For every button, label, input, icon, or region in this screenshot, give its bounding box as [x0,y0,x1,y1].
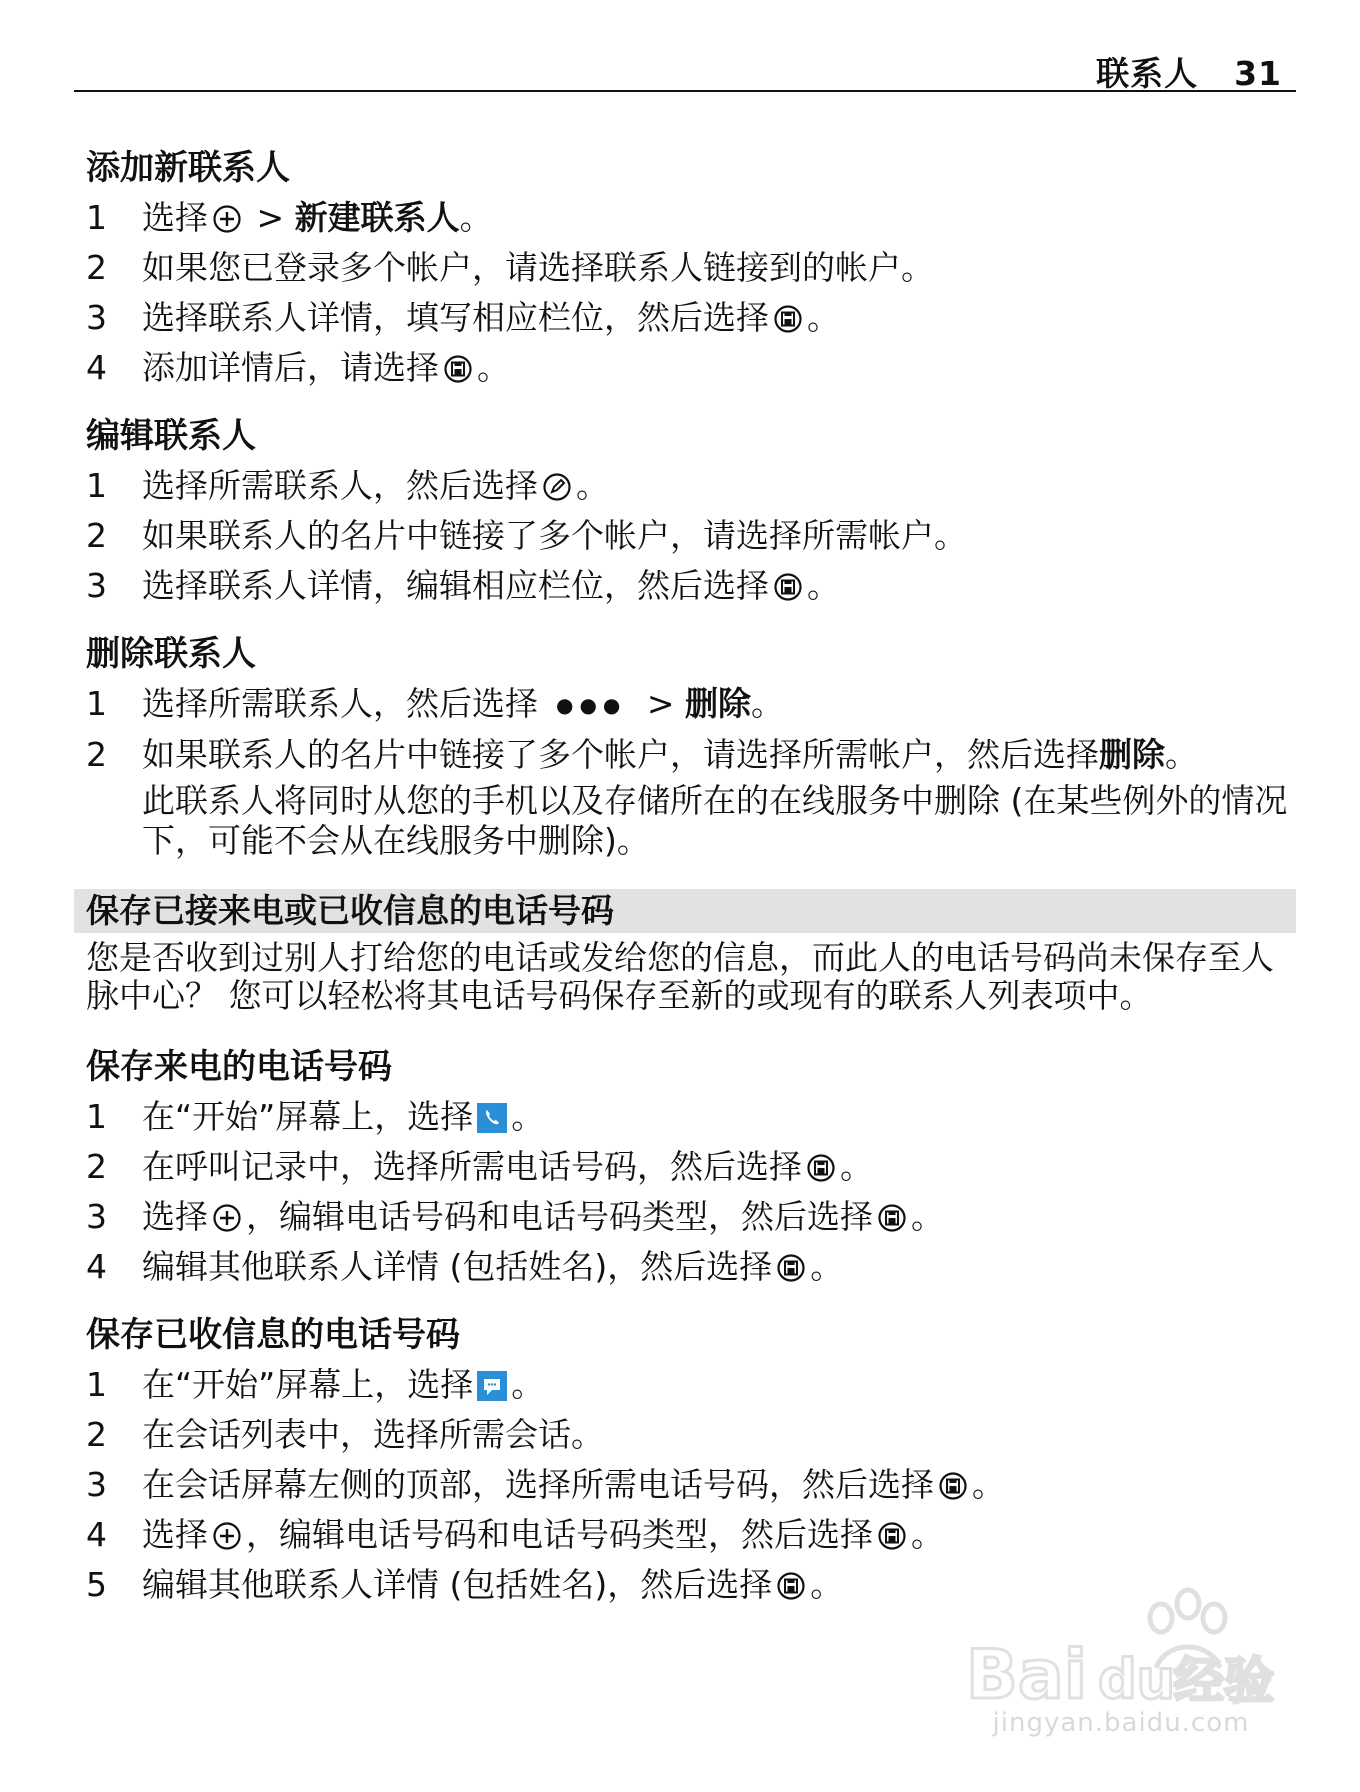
step-text: 。 [810,1247,844,1286]
running-head [1096,48,1282,95]
step-number: 1 [86,466,107,505]
step-number: 2 [86,1415,107,1454]
save-icon [443,354,473,384]
messaging-tile-icon [477,1371,507,1401]
section-delete-title: 删除联系人 [86,634,256,674]
add-icon [212,204,242,234]
step-text: 选择 [142,1197,208,1236]
more-icon: ●●● [556,693,627,717]
list-item [86,733,1296,777]
baidu-watermark [956,1580,1286,1760]
step-text: 。 [1165,735,1198,774]
delete-note: 此联系人将同时从您的手机以及存储所在的在线服务中删除 (在某些例外的情况下，可能不会从在线服务中删除)。 [142,781,1288,860]
list-item [86,346,1296,390]
svg-text:Bai: Bai [966,1636,1088,1710]
step-number: 1 [86,1097,107,1136]
menu-command: 新建联系人 [294,198,460,237]
step-number: 2 [86,248,107,287]
list-item [86,1145,1296,1189]
step-number: 4 [86,348,107,387]
step-text: 。 [751,684,784,723]
step-number: 1 [86,684,107,723]
save-icon [877,1203,907,1233]
step-text: 在“开始”屏幕上，选择 [142,1365,474,1404]
section-save-call-title: 保存来电的电话号码 [86,1047,392,1087]
section-save-intro: 您是否收到过别人打给您的电话或发给您的信息，而此人的电话号码尚未保存至人脉中心？ 您可以轻松将其电话号码保存至新的或现有的联系人列表项中。 [86,938,1274,1015]
save-icon [773,304,803,334]
step-text: 编辑其他联系人详情 (包括姓名)，然后选择 [142,1247,773,1286]
step-text: ，编辑电话号码和电话号码类型，然后选择 [246,1515,873,1554]
step-text: 选择联系人详情，填写相应栏位，然后选择 [142,298,769,337]
step-text: 选择 [142,1515,208,1554]
page-number: 31 [1234,54,1282,93]
save-icon [776,1253,806,1283]
section-save-msg-title: 保存已收信息的电话号码 [86,1315,460,1355]
list-item [86,296,1296,340]
list-item [86,1413,1296,1457]
step-text: ，编辑电话号码和电话号码类型，然后选择 [246,1197,873,1236]
step-text: 选择 [142,198,208,237]
step-number: 5 [86,1565,107,1604]
step-number: 4 [86,1247,107,1286]
add-icon [212,1203,242,1233]
step-text: 。 [911,1515,944,1554]
svg-text:du: du [1098,1648,1176,1710]
save-icon [938,1471,968,1501]
step-text: 。 [576,466,609,505]
step-text: 选择所需联系人，然后选择 [142,684,538,723]
menu-command: 删除 [685,684,751,723]
step-text: 。 [840,1147,873,1186]
step-number: 3 [86,566,107,605]
phone-tile-icon [477,1103,507,1133]
list-item [86,1095,1296,1139]
step-number: 1 [86,198,107,237]
step-text: 如果您已登录多个帐户，请选择联系人链接到的帐户。 [142,248,934,287]
step-text: > [636,684,685,723]
list-item [86,1463,1296,1507]
list-item [86,1363,1296,1407]
watermark-url: jingyan.baidu.com [992,1708,1250,1738]
step-text: 在呼叫记录中，选择所需电话号码，然后选择 [142,1147,802,1186]
step-text: 。 [807,298,840,337]
step-text: 。 [511,1365,545,1404]
page-header [74,44,1296,92]
step-text: 如果联系人的名片中链接了多个帐户，请选择所需帐户。 [142,516,967,555]
edit-icon [542,472,572,502]
add-icon [212,1521,242,1551]
baidu-logo [956,1580,1286,1710]
step-text: 如果联系人的名片中链接了多个帐户，请选择所需帐户，然后选择 [142,735,1099,774]
list-item [86,464,1296,508]
save-icon [806,1153,836,1183]
step-text: 选择所需联系人，然后选择 [142,466,538,505]
list-item [86,196,1296,240]
step-number: 2 [86,735,107,774]
step-number: 2 [86,516,107,555]
menu-command: 删除 [1099,735,1165,774]
step-text: 在会话屏幕左侧的顶部，选择所需电话号码，然后选择 [142,1465,934,1504]
step-number: 2 [86,1147,107,1186]
save-icon [773,572,803,602]
chapter-title: 联系人 [1096,54,1199,93]
step-number: 3 [86,1465,107,1504]
save-icon [776,1571,806,1601]
step-text: 添加详情后，请选择 [142,348,439,387]
step-number: 4 [86,1515,107,1554]
step-number: 3 [86,298,107,337]
step-text: 。 [810,1565,844,1604]
list-item [86,246,1296,290]
step-text: 。 [972,1465,1005,1504]
section-save-title: 保存已接来电或已收信息的电话号码 [74,889,1296,933]
list-item [86,682,1296,727]
step-text: 。 [511,1097,545,1136]
list-item [86,514,1296,558]
section-edit-title: 编辑联系人 [86,416,256,456]
list-item [86,1245,1296,1289]
step-text: 在会话列表中，选择所需会话。 [142,1415,604,1454]
step-number: 3 [86,1197,107,1236]
step-text: 。 [911,1197,944,1236]
list-item [86,564,1296,608]
step-number: 1 [86,1365,107,1404]
page-content [86,146,1296,1607]
step-text: 编辑其他联系人详情 (包括姓名)，然后选择 [142,1565,773,1604]
save-icon [877,1521,907,1551]
section-add-title: 添加新联系人 [86,148,290,188]
step-text: > [246,198,295,237]
list-item [86,1195,1296,1239]
svg-text:经验: 经验 [1174,1652,1274,1710]
step-text: 。 [807,566,840,605]
step-text: 。 [477,348,510,387]
step-text: 在“开始”屏幕上，选择 [142,1097,474,1136]
list-item [86,1513,1296,1557]
step-text: 选择联系人详情，编辑相应栏位，然后选择 [142,566,769,605]
step-text: 。 [459,198,493,237]
